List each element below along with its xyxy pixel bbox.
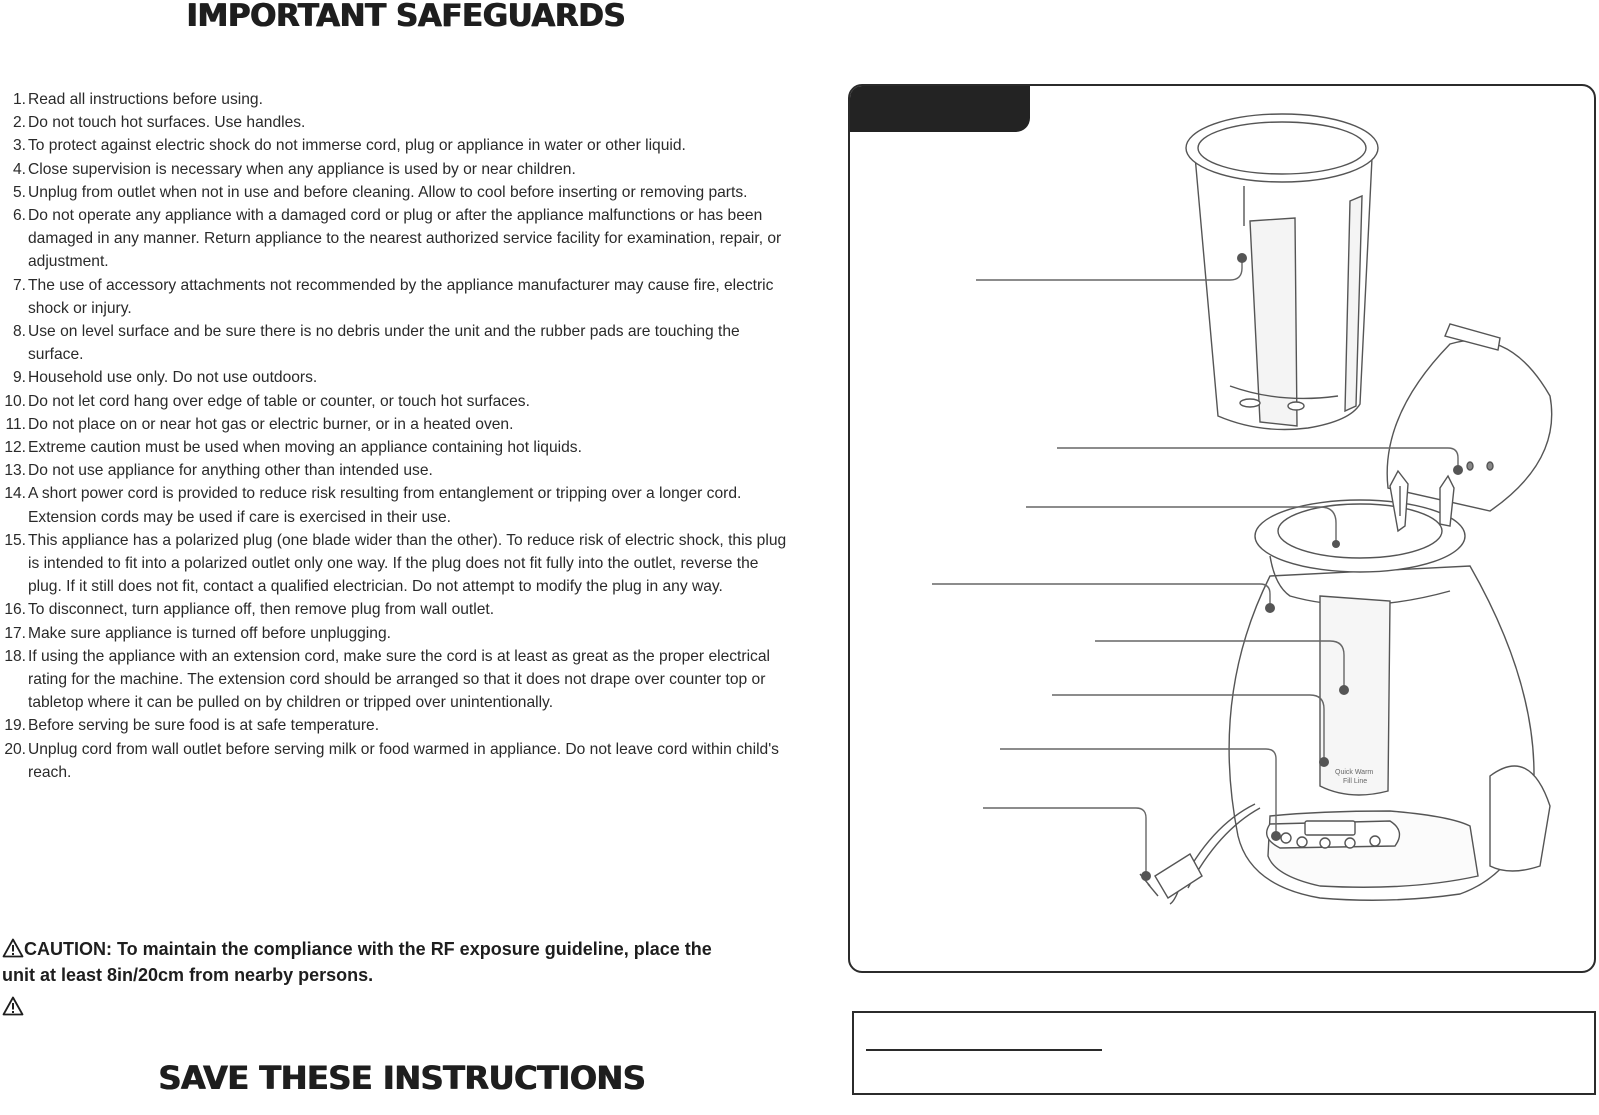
safeguard-item	[0, 482, 790, 528]
safeguard-item	[0, 390, 790, 413]
safeguard-item	[0, 714, 790, 737]
caution-text: CAUTION: To maintain the compliance with the RF exposure guideline, place the unit at least 8in/20cm from nearby persons.	[2, 939, 712, 985]
note-box	[852, 1011, 1596, 1095]
safeguard-number: 8.	[12, 323, 26, 341]
safeguard-item	[0, 529, 790, 599]
safeguard-number: 12.	[4, 439, 26, 457]
safeguard-text: Extreme caution must be used when moving an appliance containing hot liquids.	[28, 439, 582, 457]
safeguard-text: Unplug from outlet when not in use and before cleaning. Allow to cool before inserting or removing parts.	[28, 183, 748, 201]
safeguard-number: 2.	[12, 114, 26, 132]
warning-triangle-icon	[2, 996, 24, 1016]
callout-line-body	[932, 584, 1270, 608]
safeguard-number: 10.	[4, 392, 26, 410]
safeguard-number: 4.	[12, 160, 26, 178]
page-title: IMPORTANT SAFEGUARDS	[186, 0, 625, 34]
safeguard-number: 20.	[4, 740, 26, 758]
safeguard-number: 16.	[4, 601, 26, 619]
safeguard-text: Do not touch hot surfaces. Use handles.	[28, 114, 306, 132]
safeguard-text: To protect against electric shock do not immerse cord, plug or appliance in water or other liquid.	[28, 137, 686, 155]
safeguard-item	[0, 111, 790, 134]
caution-notice	[2, 936, 732, 988]
product-diagram-panel	[848, 84, 1596, 973]
safeguard-text: If using the appliance with an extension cord, make sure the cord is at least as great as the proper electrical rating for the machine. The extension cord should be arranged so that it does not drape over counter top or tabletop where it can be pulled on by children or tripped over unintentionally.	[28, 647, 770, 712]
safeguard-number: 17.	[4, 624, 26, 642]
warning-triangle-icon	[2, 938, 24, 958]
safeguard-text: Close supervision is necessary when any appliance is used by or near children.	[28, 160, 576, 178]
safeguard-text: This appliance has a polarized plug (one blade wider than the other). To reduce risk of electric shock, this plug is intended to fit into a polarized outlet only one way. If the plug does not fit fully into the outlet, reverse the plug. If it still does not fit, contact a qualified electrician. Do not attempt to modify the plug in any way.	[28, 531, 787, 596]
safeguard-number: 15.	[4, 531, 26, 549]
safeguard-number: 14.	[4, 485, 26, 503]
safeguard-number: 5.	[12, 183, 26, 201]
safeguard-item	[0, 204, 790, 274]
fill-line-label: Quick Warm	[1335, 769, 1374, 776]
safeguard-item	[0, 645, 790, 715]
safeguard-item	[0, 366, 790, 389]
basket-part	[1186, 114, 1378, 430]
safeguard-item	[0, 436, 790, 459]
safeguard-item	[0, 88, 790, 111]
safeguard-text: A short power cord is provided to reduce risk resulting from entanglement or tripping over a longer cord. Extension cords may be used if care is exercised in their use.	[28, 485, 742, 526]
save-instructions-heading: SAVE THESE INSTRUCTIONS	[158, 1059, 645, 1097]
safeguard-item	[0, 158, 790, 181]
safeguard-text: Unplug cord from wall outlet before serving milk or food warmed in appliance. Do not leave cord within child's reach.	[28, 740, 779, 781]
safeguard-item	[0, 413, 790, 436]
safeguard-text: Do not operate any appliance with a damaged cord or plug or after the appliance malfunctions or has been damaged in any manner. Return appliance to the nearest authorized service facility for examination, repair, or adjustment.	[28, 207, 782, 271]
safeguard-text: To disconnect, turn appliance off, then remove plug from wall outlet.	[28, 601, 495, 619]
safeguard-text: The use of accessory attachments not recommended by the appliance manufacturer may cause fire, electric shock or injury.	[28, 276, 774, 317]
safeguard-text: Use on level surface and be sure there is no debris under the unit and the rubber pads are touching the surface.	[28, 323, 740, 364]
safeguard-text: Read all instructions before using.	[28, 91, 263, 108]
safeguard-text: Before serving be sure food is at safe temperature.	[28, 717, 380, 735]
safeguard-number: 19.	[4, 717, 26, 735]
safeguard-number: 13.	[4, 462, 26, 480]
safeguard-text: Household use only. Do not use outdoors.	[28, 369, 318, 387]
safeguard-item	[0, 181, 790, 204]
safeguard-item	[0, 459, 790, 482]
safeguard-number: 6.	[12, 207, 26, 225]
callout-line-basket	[976, 258, 1242, 280]
fill-line-label-2: Fill Line	[1343, 778, 1368, 785]
safeguard-item	[0, 134, 790, 157]
safeguard-text: Make sure appliance is turned off before unplugging.	[28, 624, 391, 642]
safeguard-item	[0, 738, 790, 784]
bottle-warmer-diagram	[850, 86, 1596, 973]
safeguard-number: 7.	[12, 276, 26, 294]
safeguard-number: 3.	[12, 137, 26, 155]
safeguard-item	[0, 598, 790, 621]
safeguard-number: 11.	[5, 415, 26, 433]
safeguard-item	[0, 622, 790, 645]
safeguard-item	[0, 274, 790, 320]
safeguard-text: Do not place on or near hot gas or electric burner, or in a heated oven.	[28, 415, 514, 433]
safeguard-item	[0, 320, 790, 366]
safeguard-text: Do not let cord hang over edge of table or counter, or touch hot surfaces.	[28, 392, 530, 410]
safeguard-list	[0, 88, 790, 784]
safeguard-text: Do not use appliance for anything other than intended use.	[28, 462, 433, 480]
safeguard-number: 1.	[12, 91, 26, 108]
lid-part	[1387, 324, 1552, 511]
note-underline	[866, 1049, 1102, 1051]
callout-line-plug	[983, 808, 1146, 876]
plug-part	[1140, 804, 1260, 904]
safeguard-number: 9.	[12, 369, 26, 387]
safeguard-number: 18.	[4, 647, 26, 665]
